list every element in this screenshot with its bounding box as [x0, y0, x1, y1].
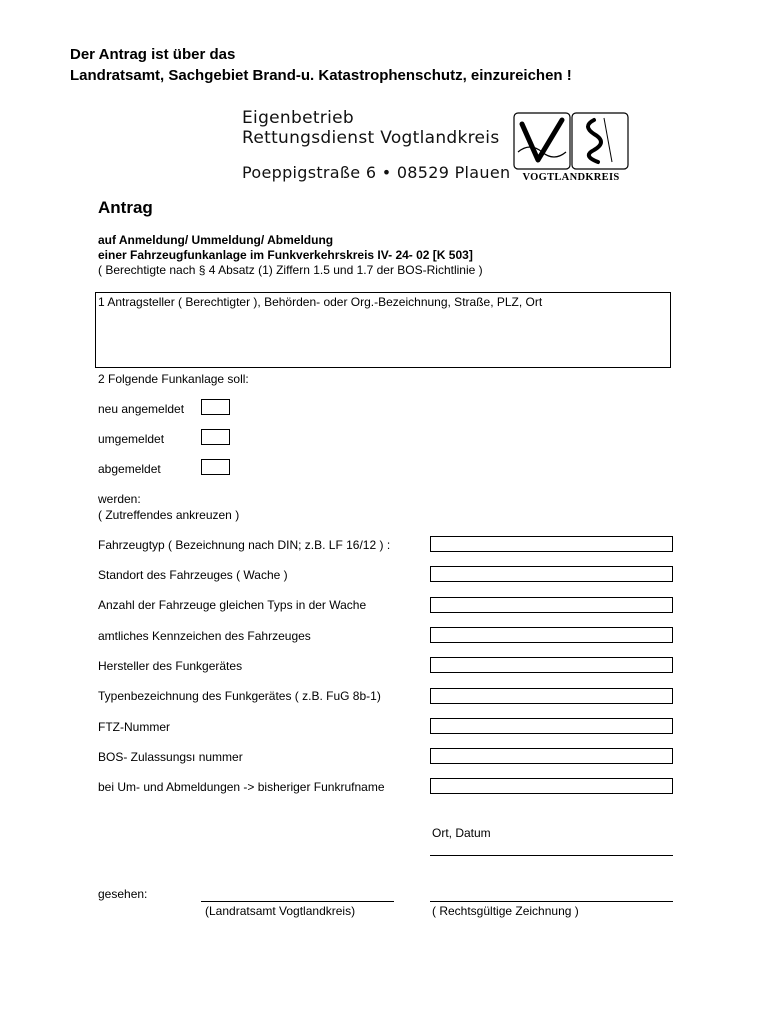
location-input[interactable] [430, 566, 673, 582]
ftz-number-input[interactable] [430, 718, 673, 734]
place-date-label: Ort, Datum [432, 826, 491, 840]
checkbox-new[interactable] [201, 399, 230, 415]
field-label-location: Standort des Fahrzeuges ( Wache ) [98, 568, 288, 582]
option-label-removed: abgemeldet [98, 462, 161, 476]
field-label-license-plate: amtliches Kennzeichen des Fahrzeuges [98, 629, 311, 643]
legal-signature-line[interactable] [430, 901, 673, 902]
organization-address: Poeppigstraße 6 • 08529 Plauen [242, 163, 511, 182]
submission-notice [70, 44, 572, 86]
field-label-manufacturer: Hersteller des Funkgerätes [98, 659, 243, 673]
field-label-bos-approval: BOS- Zulassungsı nummer [98, 750, 243, 764]
subject-line-1: auf Anmeldung/ Ummeldung/ Abmeldung [98, 233, 334, 247]
option-label-new: neu angemeldet [98, 402, 185, 416]
vehicle-count-input[interactable] [430, 597, 673, 613]
field-label-previous-callsign: bei Um- und Abmeldungen -> bisheriger Funkrufname [98, 780, 385, 794]
authority-signature-caption: (Landratsamt Vogtlandkreis) [205, 904, 356, 918]
subject-line-2: einer Fahrzeugfunkanlage im Funkverkehrskreis IV- 24- 02 [K 503] [98, 248, 473, 262]
license-plate-input[interactable] [430, 627, 673, 643]
logo-text: VOGTLANDKREIS [522, 172, 620, 183]
notice-line-1: Der Antrag ist über das [70, 46, 236, 63]
seen-label: gesehen: [98, 887, 148, 901]
notice-line-2: Landratsamt, Sachgebiet Brand-u. Katastrophenschutz, einzureichen ! [70, 67, 572, 84]
applicant-label: 1 Antragsteller ( Berechtigter ), Behörden- oder Org.-Bezeichnung, Straße, PLZ, Ort [98, 295, 543, 309]
previous-callsign-input[interactable] [430, 778, 673, 794]
logo-emblem-icon [512, 112, 630, 184]
checkbox-hint: ( Zutreffendes ankreuzen ) [98, 508, 240, 522]
radio-type-input[interactable] [430, 688, 673, 704]
field-label-radio-type: Typenbezeichnung des Funkgerätes ( z.B. FuG 8b-1) [98, 689, 381, 703]
bos-approval-input[interactable] [430, 748, 673, 764]
vehicle-type-input[interactable] [430, 536, 673, 552]
manufacturer-input[interactable] [430, 657, 673, 673]
subject-line-3: ( Berechtigte nach § 4 Absatz (1) Ziffern 1.5 und 1.7 der BOS-Richtlinie ) [98, 263, 483, 277]
legal-signature-caption: ( Rechtsgültige Zeichnung ) [432, 904, 579, 918]
org-line-2: Rettungsdienst Vogtlandkreis [242, 128, 500, 148]
checkbox-changed[interactable] [201, 429, 230, 445]
field-label-vehicle-type: Fahrzeugtyp ( Bezeichnung nach DIN; z.B. LF 16/12 ) : [98, 538, 391, 552]
field-label-ftz-number: FTZ-Nummer [98, 720, 170, 734]
form-title: Antrag [98, 198, 153, 217]
organization-name [242, 108, 499, 148]
place-date-line[interactable] [430, 855, 673, 856]
section2-label: 2 Folgende Funkanlage soll: [98, 372, 249, 386]
form-subject [98, 233, 483, 278]
werden-label: werden: [98, 492, 141, 506]
authority-signature-line[interactable] [201, 901, 394, 902]
checkbox-removed[interactable] [201, 459, 230, 475]
field-label-vehicle-count: Anzahl der Fahrzeuge gleichen Typs in der Wache [98, 598, 367, 612]
vogtlandkreis-logo [512, 112, 630, 184]
org-line-1: Eigenbetrieb [242, 108, 354, 128]
option-label-changed: umgemeldet [98, 432, 165, 446]
